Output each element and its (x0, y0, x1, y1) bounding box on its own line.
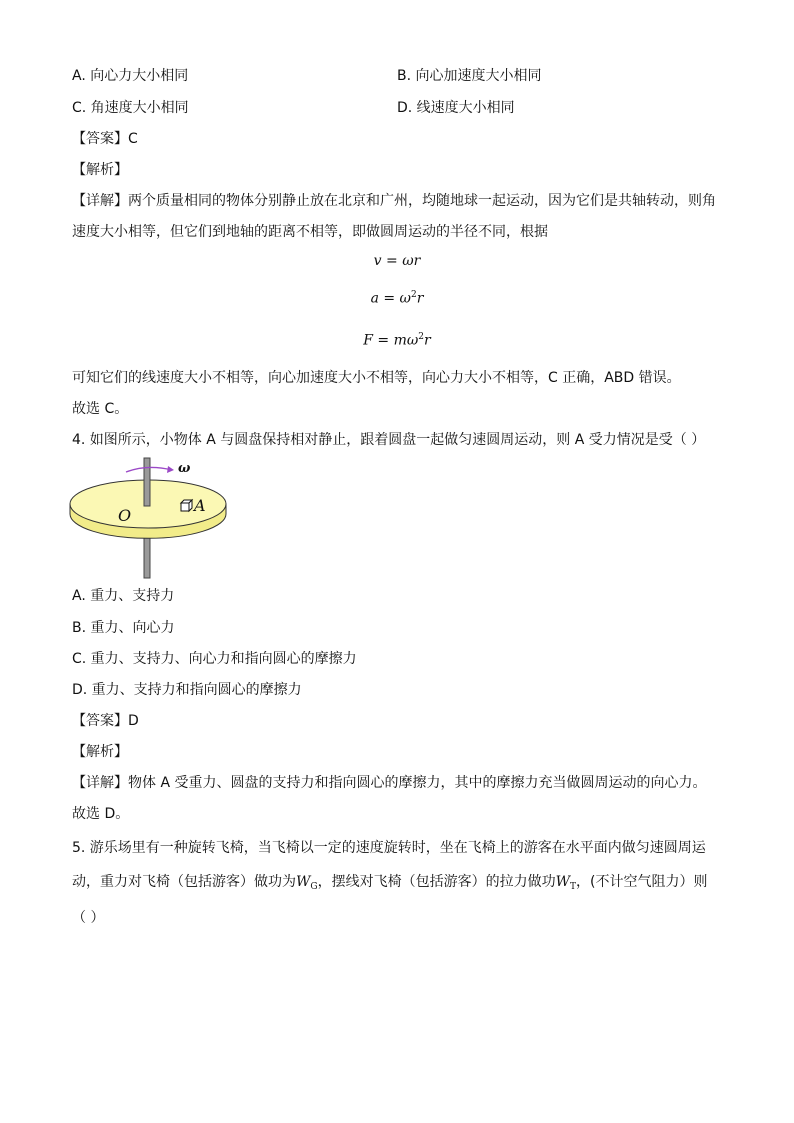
q4-answer: 【答案】D (72, 713, 139, 729)
q3-choose: 故选 C。 (72, 401, 129, 417)
q3-conclusion: 可知它们的线速度大小不相等，向心加速度大小不相等，向心力大小不相等，C 正确，ABD 错误。 (72, 370, 681, 386)
omega-label: ω (178, 461, 191, 476)
q3-option-b: B. 向心加速度大小相同 (397, 68, 542, 84)
wt-symbol: $W_T$ (555, 874, 576, 892)
q4-stem: 4. 如图所示，小物体 A 与圆盘保持相对静止，跟着圆盘一起做匀速圆周运动，则 A 受力情况是受（ ） (72, 432, 706, 448)
q3-option-d: D. 线速度大小相同 (397, 100, 515, 116)
object-a-cube (181, 500, 192, 511)
q5-stem-line-1: 5. 游乐场里有一种旋转飞椅，当飞椅以一定的速度旋转时，坐在飞椅上的游客在水平面内做匀速圆周运 (72, 840, 706, 856)
equation-v-omega-r: v = ωr (373, 253, 421, 269)
q3-option-a: A. 向心力大小相同 (72, 68, 189, 84)
rotating-disk-figure (64, 456, 234, 582)
q3-detail-line-1: 【详解】两个质量相同的物体分别静止放在北京和广州，均随地球一起运动，因为它们是共轴转动，则角 (72, 193, 716, 209)
q5-stem-line-2: 动，重力对飞椅（包括游客）做功为$W_G$，摆线对飞椅（包括游客）的拉力做功$W_T$，(不计空气阻力）则 (72, 874, 708, 892)
q4-option-d: D. 重力、支持力和指向圆心的摩擦力 (72, 682, 302, 698)
q3-analysis-heading: 【解析】 (72, 162, 128, 178)
q4-analysis-heading: 【解析】 (72, 744, 128, 760)
wg-symbol: $W_G$ (296, 874, 318, 892)
equation-a-omega-squared-r: $a = \omega^2r$ (370, 290, 424, 307)
object-label: A (194, 496, 206, 515)
q3-answer: 【答案】C (72, 131, 138, 147)
equation-f-m-omega-squared-r: $F = m\omega^2r$ (363, 332, 431, 349)
q5-stem-line-3: （ ） (72, 910, 105, 926)
q4-detail: 【详解】物体 A 受重力、圆盘的支持力和指向圆心的摩擦力，其中的摩擦力充当做圆周运动的向心力。 (72, 775, 707, 791)
q4-choose: 故选 D。 (72, 806, 130, 822)
center-label: O (118, 506, 132, 525)
q4-option-b: B. 重力、向心力 (72, 620, 175, 636)
q3-detail-line-2: 速度大小相等，但它们到地轴的距离不相等，即做圆周运动的半径不同，根据 (72, 224, 548, 240)
arrow-head-icon (167, 466, 174, 473)
q4-option-c: C. 重力、支持力、向心力和指向圆心的摩擦力 (72, 651, 357, 667)
q3-option-c: C. 角速度大小相同 (72, 100, 189, 116)
axle-upper (144, 458, 150, 506)
q4-option-a: A. 重力、支持力 (72, 588, 175, 604)
